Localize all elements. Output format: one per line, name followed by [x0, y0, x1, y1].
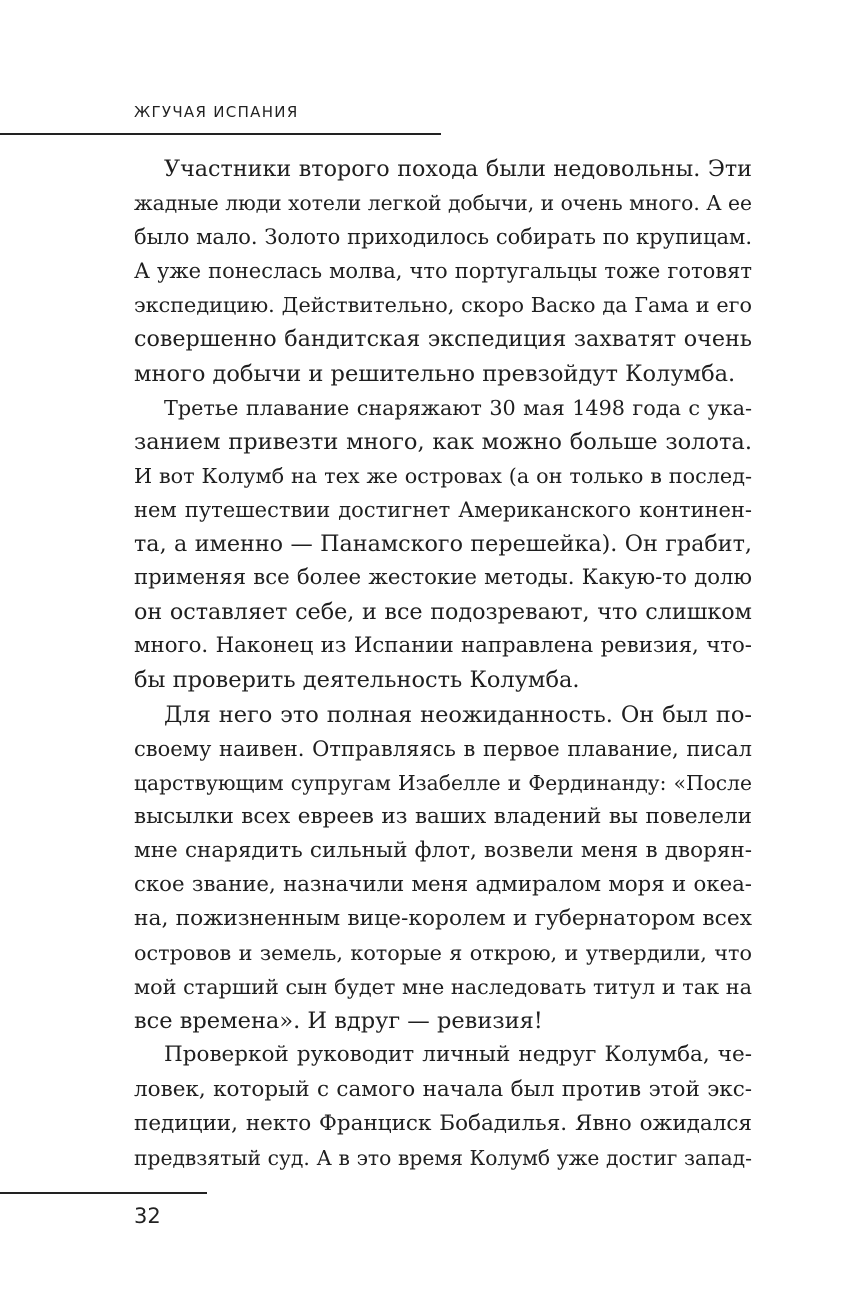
text-line: Третье плавание снаряжают 30 мая 1498 года с ука-: [164, 395, 752, 420]
text-line: царствующим супругам Изабелле и Фердинанду: «После: [134, 770, 752, 795]
text-line: совершенно бандитская экспедиция захватят очень: [134, 326, 752, 353]
text-line: своему наивен. Отправляясь в первое плавание, писал: [134, 736, 752, 761]
text-line: на, пожизненным вице-королем и губернатором всех: [134, 906, 752, 932]
text-line: жадные люди хотели легкой добычи, и очень много. А ее: [134, 191, 752, 216]
text-line: бы проверить деятельность Колумба.: [134, 667, 580, 694]
paragraph-4: [134, 1038, 752, 1174]
text-line: нем путешествии достигнет Американского континен-: [134, 497, 752, 522]
text-line: мне снарядить сильный флот, возвели меня в дворян-: [134, 837, 752, 863]
text-line: ловек, который с самого начала был против этой экс-: [134, 1076, 752, 1102]
text-line: Проверкой руководит личный недруг Колумба, че-: [164, 1042, 752, 1068]
text-line: И вот Колумб на тех же островах (а он только в послед-: [134, 463, 752, 488]
text-line: ское звание, назначили меня адмиралом моря и океа-: [134, 871, 752, 897]
main-text: [134, 152, 752, 1175]
text-line: предвзятый суд. А в это время Колумб уже достиг запад-: [134, 1145, 752, 1170]
header-rule: [0, 133, 441, 135]
text-line: Участники второго похода были недовольны. Эти: [164, 156, 752, 182]
text-line: он оставляет себе, и все подозревают, что слишком: [134, 599, 752, 626]
footer-rule: [0, 1192, 207, 1194]
text-line: высылки всех евреев из ваших владений вы повелели: [134, 803, 752, 829]
text-line: А уже понеслась молва, что португальцы тоже готовят: [134, 259, 752, 284]
text-line: применяя все более жестокие методы. Какую-то долю: [134, 565, 752, 591]
text-line: мой старший сын будет мне наследовать титул и так на: [134, 975, 752, 1000]
text-line: островов и земель, которые я открою, и утвердили, что: [134, 941, 752, 966]
text-line: все времена». И вдруг — ревизия!: [134, 1008, 543, 1035]
text-line: Для него это полная неожиданность. Он был по-: [164, 701, 752, 728]
text-line: та, а именно — Панамского перешейка). Он грабит,: [134, 531, 752, 558]
text-line: занием привезти много, как можно больше золота.: [134, 428, 752, 455]
running-head: ЖГУЧАЯ ИСПАНИЯ: [134, 103, 299, 121]
text-line: педиции, некто Франциск Бобадилья. Явно ожидался: [134, 1110, 752, 1136]
text-line: было мало. Золото приходилось собирать по крупицам.: [134, 225, 752, 250]
page-number: 32: [134, 1204, 161, 1228]
paragraph-2: [134, 391, 752, 698]
paragraph-3: [134, 698, 752, 1039]
text-line: экспедицию. Действительно, скоро Васко да Гама и его: [134, 293, 752, 318]
text-line: много. Наконец из Испании направлена ревизия, что-: [134, 633, 752, 659]
paragraph-1: [134, 152, 752, 391]
text-line: много добычи и решительно превзойдут Колумба.: [134, 360, 736, 387]
